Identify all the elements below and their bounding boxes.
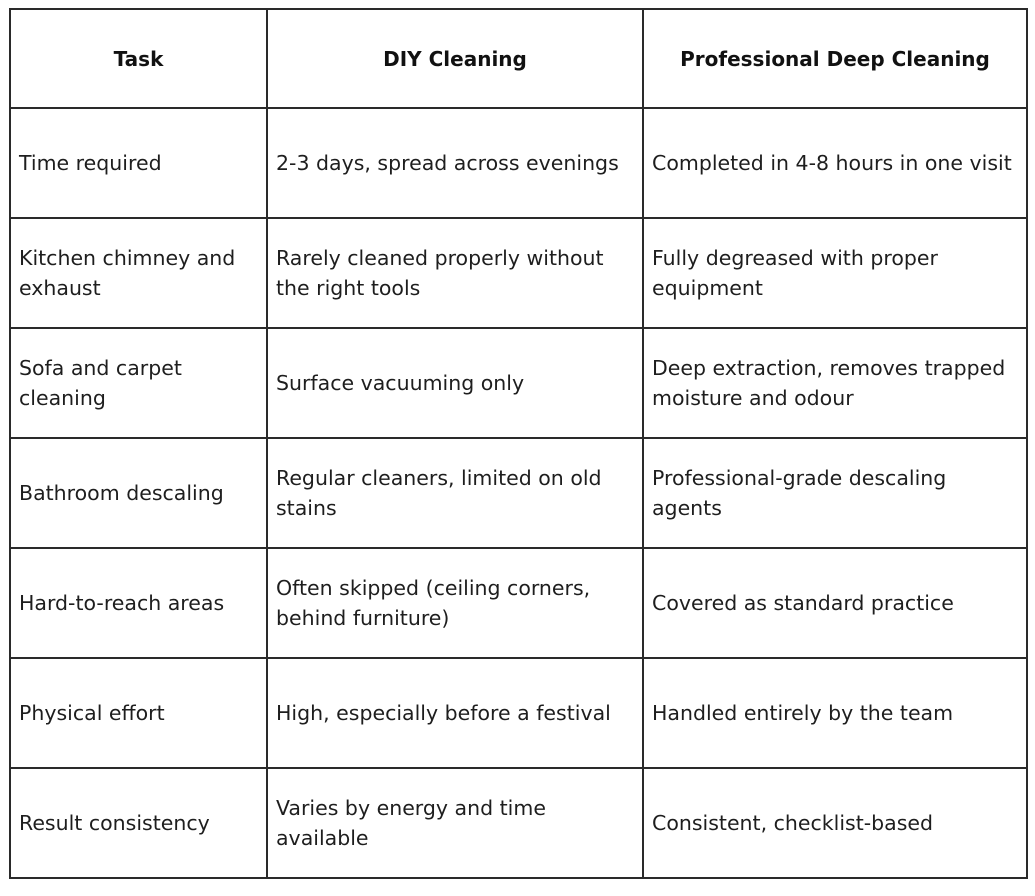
professional-cell: Completed in 4-8 hours in one visit [643,108,1027,218]
professional-cell: Professional-grade descaling agents [643,438,1027,548]
table-row [10,328,1027,438]
professional-cell: Covered as standard practice [643,548,1027,658]
table-row [10,658,1027,768]
table-row [10,108,1027,218]
diy-cell: Rarely cleaned properly without the right tools [267,218,643,328]
table-row [10,438,1027,548]
task-cell: Physical effort [10,658,267,768]
task-cell: Hard-to-reach areas [10,548,267,658]
task-cell: Bathroom descaling [10,438,267,548]
diy-cell: Surface vacuuming only [267,328,643,438]
task-cell: Time required [10,108,267,218]
professional-cell: Consistent, checklist-based [643,768,1027,878]
header-task: Task [10,9,267,108]
diy-cell: Often skipped (ceiling corners, behind furniture) [267,548,643,658]
comparison-table [9,8,1028,879]
task-cell: Kitchen chimney and exhaust [10,218,267,328]
table-row [10,548,1027,658]
table-row [10,768,1027,878]
diy-cell: High, especially before a festival [267,658,643,768]
task-cell: Result consistency [10,768,267,878]
diy-cell: Varies by energy and time available [267,768,643,878]
header-diy-cleaning: DIY Cleaning [267,9,643,108]
professional-cell: Fully degreased with proper equipment [643,218,1027,328]
diy-cell: Regular cleaners, limited on old stains [267,438,643,548]
professional-cell: Deep extraction, removes trapped moisture and odour [643,328,1027,438]
task-cell: Sofa and carpet cleaning [10,328,267,438]
diy-cell: 2-3 days, spread across evenings [267,108,643,218]
header-professional-deep-cleaning: Professional Deep Cleaning [643,9,1027,108]
table-header-row [10,9,1027,108]
table-row [10,218,1027,328]
professional-cell: Handled entirely by the team [643,658,1027,768]
